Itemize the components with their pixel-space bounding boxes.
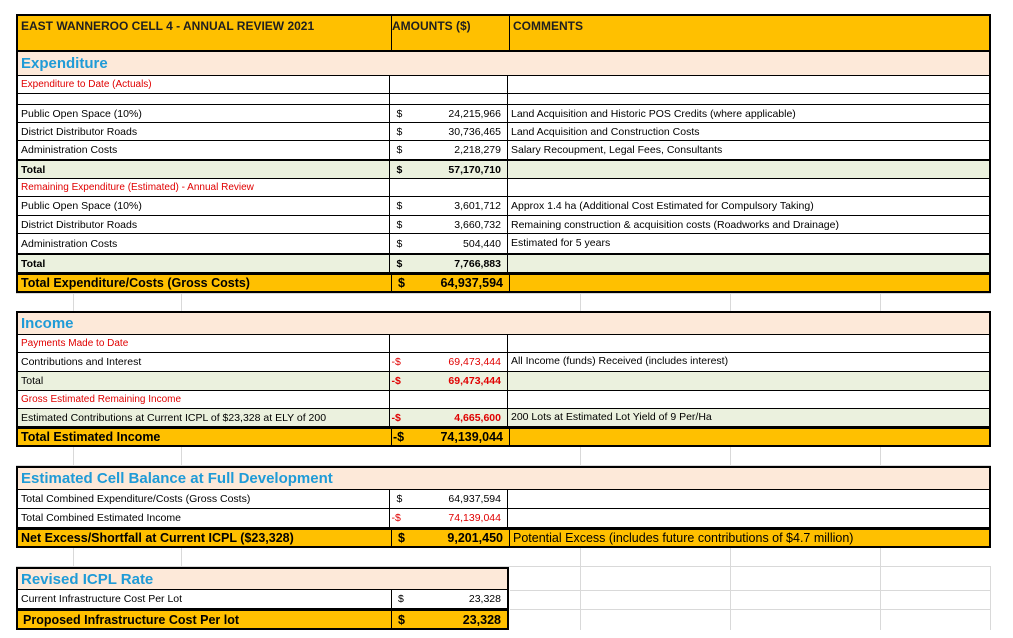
subtotal-label: Total [18, 372, 390, 390]
net-excess-amount: 9,201,450 [447, 531, 503, 545]
grand-total-amount: 74,139,044 [440, 430, 503, 444]
amount: 504,440 [463, 237, 501, 250]
grand-total-row [16, 528, 991, 548]
table-row [16, 104, 991, 123]
income-section-title: Income [21, 315, 74, 332]
line-item: Administration Costs [18, 141, 390, 159]
subtotal-row [16, 254, 991, 273]
currency-symbol: $ [396, 218, 403, 231]
subheader-row [16, 391, 991, 409]
line-item: Public Open Space (10%) [18, 105, 390, 122]
subtotal-amount: 7,766,883 [454, 257, 501, 270]
table-row [16, 409, 991, 427]
gridline [730, 447, 731, 465]
subtotal-row [16, 160, 991, 179]
amount: 23,328 [468, 593, 501, 605]
gridline [880, 567, 881, 630]
payments-label: Payments Made to Date [18, 335, 390, 352]
currency-symbol: $ [398, 612, 405, 627]
currency-symbol: $ [396, 237, 403, 250]
subheader-row [16, 179, 991, 197]
currency-symbol: -$ [391, 356, 401, 368]
gridline [181, 293, 182, 311]
gridline [580, 567, 581, 630]
balance-section-title: Estimated Cell Balance at Full Development [21, 470, 333, 487]
currency-symbol: $ [396, 144, 403, 156]
net-excess-label: Net Excess/Shortfall at Current ICPL ($23,328) [18, 530, 392, 546]
gross-income-label: Gross Estimated Remaining Income [18, 391, 390, 408]
gridline [730, 293, 731, 311]
gridline [73, 293, 74, 311]
net-excess-comment: Potential Excess (includes future contributions of $4.7 million) [513, 531, 854, 545]
section-header-row [16, 311, 991, 335]
remaining-label: Remaining Expenditure (Estimated) - Annual Review [18, 179, 390, 196]
comment: 200 Lots at Estimated Lot Yield of 9 Per/Ha [510, 411, 712, 423]
currency-symbol: $ [396, 257, 403, 270]
amount: 69,473,444 [448, 356, 501, 368]
currency-symbol: $ [396, 493, 403, 505]
table-row [16, 353, 991, 372]
amount: 74,139,044 [448, 512, 501, 524]
spacer-row [16, 94, 991, 104]
gridline [510, 609, 991, 610]
comment: Estimated for 5 years [510, 237, 611, 249]
line-item: Public Open Space (10%) [18, 197, 390, 215]
currency-symbol: $ [396, 107, 403, 120]
currency-symbol: -$ [391, 411, 401, 424]
table-row [16, 509, 991, 528]
grand-total-row [16, 273, 991, 293]
currency-symbol: -$ [391, 375, 401, 387]
subtotal-amount: 57,170,710 [448, 163, 501, 176]
gridline [73, 548, 74, 566]
line-item: Contributions and Interest [18, 353, 390, 371]
table-row [16, 141, 991, 160]
header-row [16, 14, 991, 52]
comments-column-header: COMMENTS [513, 19, 583, 33]
gridline [880, 293, 881, 311]
amount: 4,665,600 [454, 411, 501, 424]
section-header-row [16, 52, 991, 76]
line-item: Estimated Contributions at Current ICPL of $23,328 at ELY of 200 [18, 409, 390, 426]
gridline [580, 447, 581, 465]
subtotal-amount: 69,473,444 [448, 375, 501, 387]
line-item: Total Combined Estimated Income [18, 509, 390, 527]
currency-symbol: -$ [391, 512, 401, 524]
table-row [16, 490, 991, 509]
gridline [181, 447, 182, 465]
amount: 3,660,732 [454, 218, 501, 231]
table-row [16, 216, 991, 234]
expenditure-section-title: Expenditure [21, 55, 108, 72]
subheader-row [16, 76, 991, 94]
grand-total-row [16, 609, 509, 630]
subtotal-row [16, 372, 991, 391]
line-item: Total Combined Expenditure/Costs (Gross Costs) [18, 490, 390, 508]
line-item: District Distributor Roads [18, 216, 390, 233]
gridline [73, 447, 74, 465]
currency-symbol: $ [398, 276, 405, 290]
subtotal-label: Total [18, 255, 390, 272]
icpl-section-title: Revised ICPL Rate [21, 570, 154, 588]
gridline [580, 548, 581, 566]
table-row [16, 197, 991, 216]
currency-symbol: $ [396, 200, 403, 212]
amounts-column-header: AMOUNTS ($) [392, 16, 510, 50]
comment: Remaining construction & acquisition costs (Roadworks and Drainage) [510, 218, 839, 231]
gridline [16, 293, 991, 294]
gridline [730, 567, 731, 630]
gridline [730, 548, 731, 566]
table-row [16, 234, 991, 254]
subtotal-label: Total [18, 161, 390, 178]
amount: 24,215,966 [448, 107, 501, 120]
grand-total-amount: 64,937,594 [440, 276, 503, 290]
comment: Salary Recoupment, Legal Fees, Consultants [510, 144, 723, 156]
proposed-icpl-label: Proposed Infrastructure Cost Per lot [18, 611, 392, 628]
currency-symbol: $ [398, 531, 405, 545]
grand-total-label: Total Estimated Income [18, 429, 392, 445]
currency-symbol: -$ [393, 430, 405, 444]
currency-symbol: $ [396, 125, 403, 138]
grand-total-row [16, 427, 991, 447]
comment: Land Acquisition and Historic POS Credits (where applicable) [510, 107, 796, 120]
gridline [880, 548, 881, 566]
table-row [16, 590, 509, 609]
amount: 64,937,594 [448, 493, 501, 505]
line-item: Administration Costs [18, 234, 390, 253]
currency-symbol: $ [398, 593, 404, 605]
line-item: Current Infrastructure Cost Per Lot [18, 590, 392, 608]
proposed-icpl-amount: 23,328 [462, 612, 501, 627]
comment: Land Acquisition and Construction Costs [510, 125, 700, 138]
currency-symbol: $ [396, 163, 403, 176]
comment: All Income (funds) Received (includes interest) [510, 355, 729, 367]
gridline [181, 548, 182, 566]
subheader-row [16, 335, 991, 353]
amount: 2,218,279 [454, 144, 501, 156]
table-row [16, 123, 991, 141]
section-header-row [16, 567, 509, 590]
section-header-row [16, 466, 991, 490]
amount: 30,736,465 [448, 125, 501, 138]
gridline [580, 293, 581, 311]
gridline [510, 590, 991, 591]
gridline [880, 447, 881, 465]
actuals-label: Expenditure to Date (Actuals) [18, 76, 390, 93]
line-item: District Distributor Roads [18, 123, 390, 140]
report-title: EAST WANNEROO CELL 4 - ANNUAL REVIEW 2021 [18, 16, 392, 50]
gridline [990, 567, 991, 630]
comment: Approx 1.4 ha (Additional Cost Estimated for Compulsory Taking) [510, 200, 814, 212]
amount: 3,601,712 [454, 200, 501, 212]
grand-total-label: Total Expenditure/Costs (Gross Costs) [18, 275, 392, 291]
